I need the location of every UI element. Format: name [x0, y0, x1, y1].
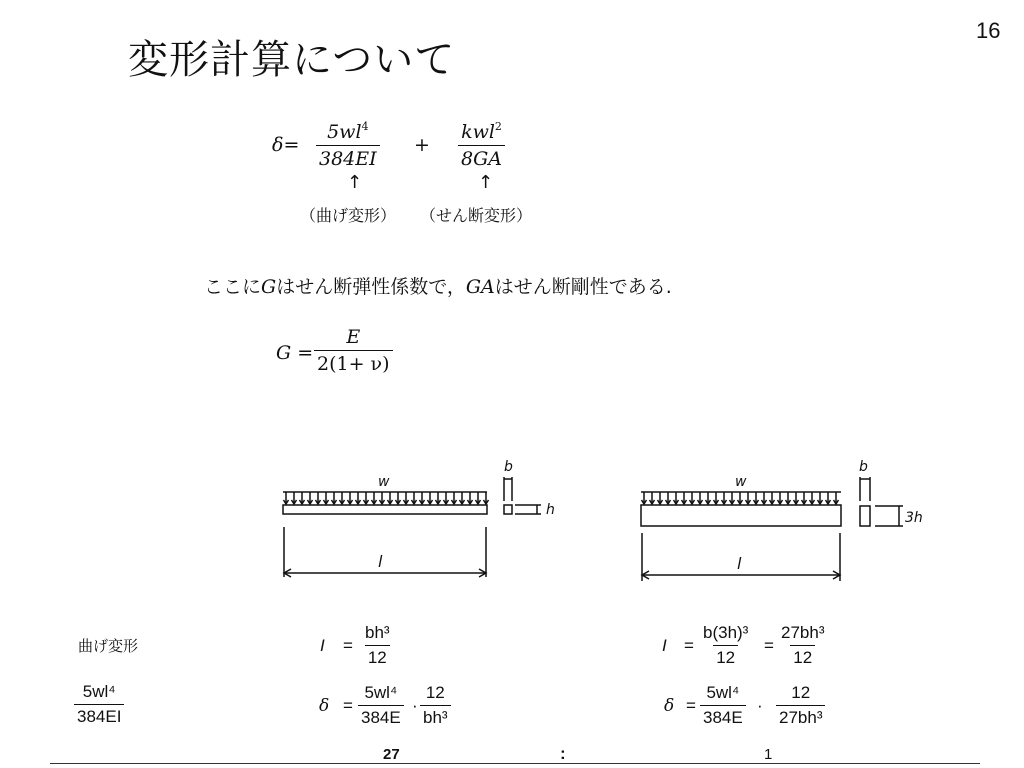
left-delta-symbol: δ [319, 696, 330, 716]
left-delta-fraction-1: $\frac{\text{5wl⁴}}{384E}$ [358, 683, 404, 728]
g-formula-lhs: G = [276, 342, 314, 364]
right-delta-dot: · [757, 696, 763, 715]
g-formula-denominator: 2(1+ ν) [314, 350, 393, 375]
right-i-fraction-1: $\frac{\text{b(3h)³}}{12}$ [703, 623, 749, 667]
bending-arrow-icon: ↑ [347, 172, 363, 193]
span-label-left: l [378, 552, 383, 571]
left-i-symbol: I [320, 636, 325, 655]
right-delta-symbol: δ [664, 696, 675, 716]
left-delta-dot: · [412, 696, 418, 715]
g-formula-numerator: E [346, 326, 361, 348]
beam-diagram-right [635, 455, 945, 585]
beam-diagram-left [275, 455, 575, 585]
bending-term-numerator: 5wl [327, 121, 362, 143]
plus-sign: + [414, 134, 430, 156]
footer-ratio-right: 1 [764, 746, 773, 763]
page-number: 16 [976, 18, 1001, 43]
slide-title: 変形計算について [128, 37, 456, 83]
right-i-equals: = [684, 636, 694, 655]
explanation-text: ここにGはせん断弾性係数で，GAはせん断剛性である. [204, 276, 672, 298]
bending-term [316, 120, 380, 170]
g-formula-fraction [314, 326, 393, 375]
section-b-label-left: b [504, 459, 513, 475]
right-delta-fraction-2: $\frac{12}{\text{27bh³}}$ [776, 683, 825, 728]
symbol-g: G [261, 276, 277, 298]
footer-ratio-colon: : [560, 744, 566, 763]
shear-term-denominator: 8GA [458, 145, 505, 170]
load-arrows-left [284, 492, 489, 504]
bending-row-label: 曲げ変形 [78, 637, 139, 655]
left-i-fraction: $\frac{\text{bh³}}{12}$ [365, 623, 390, 667]
shear-arrow-icon: ↑ [478, 172, 494, 193]
bending-label: （曲げ変形） [300, 206, 397, 225]
shear-label: （せん断変形） [420, 206, 533, 225]
right-i-fraction-2: $\frac{\text{27bh³}}{12}$ [781, 623, 825, 667]
section-h-label-left: h [546, 502, 555, 518]
left-i-equals: = [343, 636, 353, 655]
formula-lhs: δ= [272, 134, 300, 156]
shear-term [458, 120, 505, 170]
deflection-row-label: $\frac{\text{5wl⁴}}{384EI}$ [74, 682, 124, 727]
section-right [860, 506, 870, 526]
left-delta-fraction-2: $\frac{12}{\text{bh³}}$ [420, 683, 451, 728]
right-i-symbol: I [662, 636, 667, 655]
shear-term-exponent: 2 [494, 120, 502, 133]
left-delta-equals: = [343, 696, 353, 715]
load-label-left: w [378, 474, 390, 490]
footer-ratio-left: 27 [383, 746, 400, 763]
shear-term-numerator: kwl [461, 121, 495, 143]
symbol-ga: GA [465, 276, 495, 298]
beam-left [283, 505, 487, 514]
section-b-label-right: b [859, 459, 868, 475]
right-delta-equals: = [686, 696, 696, 715]
span-label-right: l [737, 554, 742, 573]
right-delta-fraction-1: $\frac{\text{5wl⁴}}{384E}$ [700, 683, 746, 728]
bottom-rule [50, 763, 980, 764]
right-i-equals-2: = [764, 636, 774, 655]
bending-term-exponent: 4 [361, 120, 369, 133]
load-label-right: w [735, 474, 747, 490]
section-left [504, 505, 512, 514]
section-h-label-right: 3h [905, 510, 923, 526]
bending-term-denominator: 384EI [316, 145, 380, 170]
load-arrows-right [642, 492, 839, 504]
beam-right [641, 505, 841, 526]
